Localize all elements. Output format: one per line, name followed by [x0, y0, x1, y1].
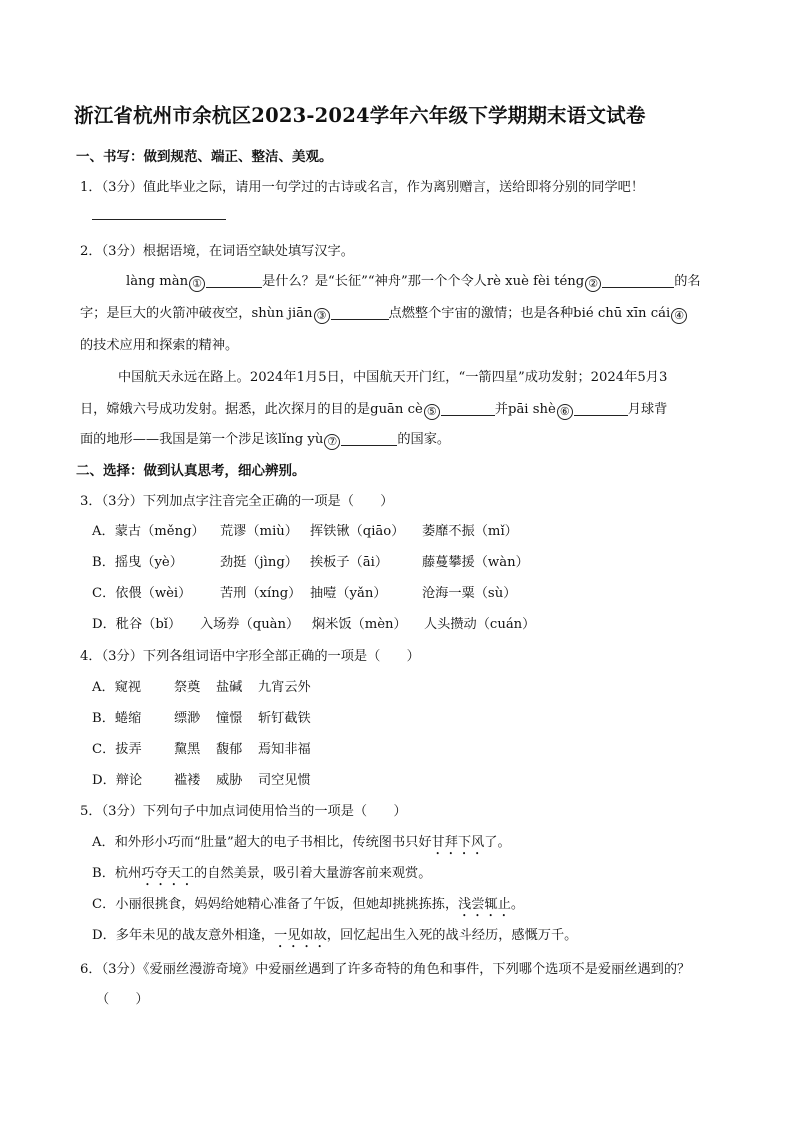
- circle-number-3: ③: [314, 308, 330, 324]
- pinyin-langman: làng màn: [126, 274, 189, 289]
- circle-number-4: ④: [671, 308, 687, 324]
- pinyin-biechuxincai: bié chū xīn cái: [573, 306, 671, 321]
- option-item: A．窥视: [92, 680, 142, 695]
- option-item: 盐碱: [216, 680, 243, 695]
- pinyin-rexuefeiteng: rè xuè fèi téng: [486, 274, 585, 289]
- option-item: 斩钉截铁: [258, 711, 311, 726]
- question-2-line-1: [126, 270, 701, 292]
- question-5-option-d[interactable]: [92, 924, 577, 951]
- circle-number-7: ⑦: [324, 434, 340, 450]
- question-5-option-a[interactable]: [92, 831, 511, 858]
- text-segment: 的自然美景，吸引着大量游客前来观赏。: [194, 866, 432, 881]
- question-3-option-a[interactable]: [92, 520, 518, 539]
- text-segment: 的国家。: [397, 432, 451, 447]
- text-segment: D．多年未见的战友意外相逢，: [92, 928, 275, 943]
- option-item: 萎靡不振（mǐ）: [422, 524, 518, 539]
- option-item: 抽噎（yǎn）: [310, 586, 387, 601]
- fill-blank-5[interactable]: [441, 403, 495, 416]
- question-3-option-d[interactable]: [92, 613, 535, 632]
- option-item: C．拔弄: [92, 742, 142, 757]
- option-item: 司空见惯: [258, 773, 311, 788]
- dotted-word: 浅尝辄止: [458, 897, 511, 912]
- text-segment: 点燃整个宇宙的激情；也是各种: [388, 306, 574, 321]
- text-segment: B．杭州: [92, 866, 142, 881]
- question-5-option-c[interactable]: [92, 893, 524, 920]
- fill-blank-1[interactable]: [206, 275, 262, 288]
- text-segment: 日，嫦娥六号成功发射。据悉，此次探月的目的是: [80, 402, 371, 417]
- question-4-option-d[interactable]: [92, 769, 311, 788]
- option-item: 焉知非福: [258, 742, 311, 757]
- option-item: A．蒙古（měng）: [92, 524, 205, 539]
- text-segment: 月球背: [627, 402, 668, 417]
- pinyin-lingyu: lǐng yù: [277, 432, 324, 447]
- fill-blank-6[interactable]: [574, 403, 628, 416]
- option-item: 黧黑: [174, 742, 201, 757]
- option-item: 人头攒动（cuán）: [424, 617, 536, 632]
- fill-blank-7[interactable]: [341, 433, 397, 446]
- fill-blank-2[interactable]: [602, 275, 674, 288]
- pinyin-paishe: pāi shè: [508, 402, 556, 417]
- exam-title: 浙江省杭州市余杭区2023-2024学年六年级下学期期末语文试卷: [74, 104, 646, 127]
- option-item: D．秕谷（bǐ）: [92, 617, 182, 632]
- section-1-heading: 一、书写：做到规范、端正、整洁、美观。: [76, 149, 333, 165]
- text-segment: A．和外形小巧而“肚量”超大的电子书相比，传统图书只好: [92, 835, 432, 850]
- option-item: 馥郁: [216, 742, 243, 757]
- question-2-para2-line-3: [80, 428, 450, 450]
- question-6-answer-paren: （ ）: [96, 992, 149, 1007]
- text-segment: 。: [510, 897, 525, 912]
- text-segment: 是什么？是“长征”“神舟”那一个个令人: [262, 274, 487, 289]
- option-item: 褴褛: [174, 773, 201, 788]
- question-6-stem: 6．（3分）《爱丽丝漫游奇境》中爱丽丝遇到了许多奇特的角色和事件，下列哪个选项不是爱丽丝遇到的？: [80, 962, 691, 977]
- option-item: 苦刑（xíng）: [220, 586, 302, 601]
- question-2-para2-line-1: 中国航天永远在路上。2024年1月5日，中国航天开门红，“一箭四星”成功发射；2024年5月3: [118, 370, 668, 385]
- text-segment: 的名: [674, 274, 701, 289]
- question-2-para2-line-2: [80, 398, 667, 420]
- option-item: 威胁: [216, 773, 243, 788]
- option-item: 九宵云外: [258, 680, 311, 695]
- pinyin-shunjian: shùn jiān: [251, 306, 313, 321]
- text-segment: 面的地形——我国是第一个涉足该: [80, 432, 278, 447]
- text-segment: 字；是巨大的火箭冲破夜空，: [80, 306, 252, 321]
- text-segment: ，回忆起出生入死的战斗经历，感慨万千。: [326, 928, 578, 943]
- question-1: 1．（3分）值此毕业之际，请用一句学过的古诗或名言，作为离别赠言，送给即将分别的同学吧！: [80, 180, 645, 195]
- circle-number-2: ②: [585, 276, 601, 292]
- circle-number-6: ⑥: [557, 404, 573, 420]
- dotted-word: 一见如故: [274, 928, 327, 943]
- question-2-line-2: [80, 302, 688, 324]
- dotted-word: 甘拜下风: [431, 835, 485, 850]
- option-item: 劲挺（jìng）: [220, 555, 298, 570]
- dotted-word: 巧夺天工: [141, 866, 195, 881]
- pinyin-guance: guān cè: [370, 402, 423, 417]
- question-4-stem: 4．（3分）下列各组词语中字形全部正确的一项是（ ）: [80, 649, 420, 664]
- option-item: 沧海一粟（sù）: [422, 586, 517, 601]
- question-2-line-3: 的技术应用和探索的精神。: [80, 338, 239, 353]
- question-4-option-b[interactable]: [92, 707, 311, 726]
- text-segment: 了。: [484, 835, 511, 850]
- text-segment: 并: [494, 402, 508, 417]
- question-5-option-b[interactable]: [92, 862, 431, 889]
- question-3-stem: 3．（3分）下列加点字注音完全正确的一项是（ ）: [80, 494, 394, 509]
- option-item: 入场券（quàn）: [200, 617, 300, 632]
- option-item: 焖米饭（mèn）: [312, 617, 407, 632]
- answer-blank-line: [92, 219, 226, 220]
- question-4-option-a[interactable]: [92, 676, 311, 695]
- option-item: B．摇曳（yè）: [92, 555, 183, 570]
- option-item: 缥渺: [174, 711, 201, 726]
- question-5-stem: 5．（3分）下列句子中加点词使用恰当的一项是（ ）: [80, 804, 407, 819]
- option-item: B．蜷缩: [92, 711, 142, 726]
- text-segment: C．小丽很挑食，妈妈给她精心准备了午饭，但她却挑挑拣拣，: [92, 897, 459, 912]
- option-item: 挥铁锹（qiāo）: [310, 524, 405, 539]
- fill-blank-3[interactable]: [331, 307, 389, 320]
- option-item: 憧憬: [216, 711, 243, 726]
- option-item: 挨板子（āi）: [310, 555, 389, 570]
- option-item: D．辩论: [92, 773, 143, 788]
- option-item: 祭奠: [174, 680, 201, 695]
- question-3-option-b[interactable]: [92, 551, 529, 570]
- section-2-heading: 二、选择：做到认真思考，细心辨别。: [76, 463, 306, 479]
- circle-number-5: ⑤: [424, 404, 440, 420]
- option-item: 荒谬（miù）: [220, 524, 298, 539]
- option-item: 藤蔓攀援（wàn）: [422, 555, 529, 570]
- question-3-option-c[interactable]: [92, 582, 516, 601]
- question-4-option-c[interactable]: [92, 738, 311, 757]
- question-2-stem: 2．（3分）根据语境，在词语空缺处填写汉字。: [80, 244, 354, 259]
- circle-number-1: ①: [189, 276, 205, 292]
- option-item: C．依偎（wèi）: [92, 586, 192, 601]
